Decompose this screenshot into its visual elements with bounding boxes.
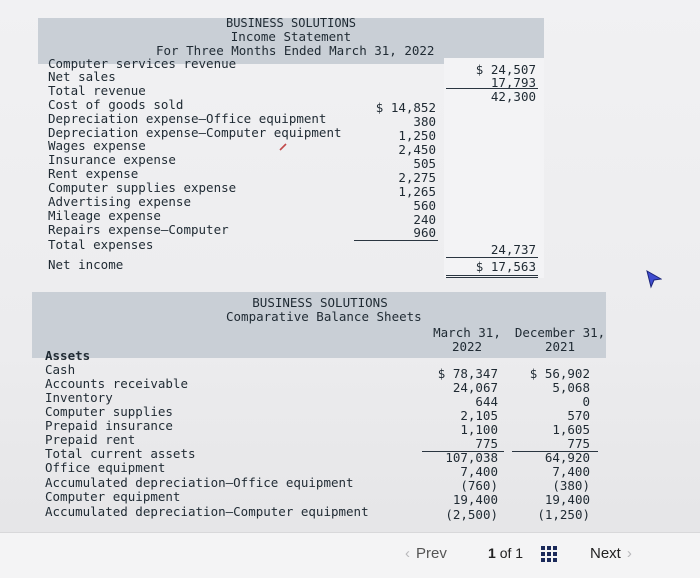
income-period: For Three Months Ended March 31, 2022: [156, 43, 435, 58]
balance-row-label: Total current assets: [45, 446, 196, 461]
balance-col2-heading: December 31,: [514, 325, 606, 340]
balance-col2-year: 2021: [544, 339, 576, 354]
income-row-total: $ 17,563: [475, 259, 536, 274]
pencil-mark-icon: [279, 143, 287, 151]
net-income-double-rule: [446, 275, 538, 278]
balance-row-label: Accumulated depreciation–Computer equipment: [45, 504, 369, 519]
expenses-subtotal-rule: [354, 240, 438, 241]
balance-row-march: (2,500): [445, 507, 498, 522]
balance-row-march: (760): [460, 478, 498, 493]
income-row-label: Mileage expense: [48, 208, 161, 223]
income-row-label: Repairs expense–Computer: [48, 222, 229, 237]
income-row-label: Depreciation expense–Office equipment: [48, 111, 327, 126]
income-row-amount: 2,275: [398, 170, 436, 185]
page-counter: [488, 545, 523, 561]
balance-row-march: 1,100: [460, 422, 498, 437]
income-row-amount: 1,250: [398, 128, 436, 143]
income-row-label: Cost of goods sold: [48, 97, 184, 112]
balance-row-december: 5,068: [552, 380, 590, 395]
balance-row-label: Accounts receivable: [45, 376, 188, 391]
current-assets-rule-december: [512, 451, 598, 452]
balance-row-december: (1,250): [537, 507, 590, 522]
income-row-label: Total expenses: [48, 237, 154, 252]
income-row-label: Net sales: [48, 69, 116, 84]
balance-row-december: 1,605: [552, 422, 590, 437]
balance-row-december: 19,400: [544, 492, 590, 507]
income-row-label: Rent expense: [48, 166, 139, 181]
balance-row-label: Cash: [45, 362, 76, 377]
of-label: of: [499, 545, 512, 561]
balance-row-march: 24,067: [452, 380, 498, 395]
total-revenue-rule: [446, 88, 538, 89]
balance-row-december: (380): [552, 478, 590, 493]
total-pages: 1: [515, 545, 524, 561]
income-row-amount: 560: [413, 198, 436, 213]
balance-row-label: Inventory: [45, 390, 113, 405]
income-row-label: Computer services revenue: [48, 56, 237, 71]
income-row-label: Insurance expense: [48, 152, 176, 167]
balance-row-march: 2,105: [460, 408, 498, 423]
grid-view-icon[interactable]: [540, 545, 560, 565]
mouse-cursor-icon: [646, 270, 662, 290]
current-assets-rule-march: [422, 451, 504, 452]
balance-row-march: 644: [475, 394, 498, 409]
pager-bar: [0, 532, 700, 578]
next-label: Next: [590, 545, 621, 562]
balance-row-label: Accumulated depreciation–Office equipment: [45, 475, 354, 490]
balance-row-december: $ 56,902: [529, 366, 590, 381]
income-row-label: Computer supplies expense: [48, 180, 237, 195]
current-page: 1: [488, 545, 496, 561]
income-row-amount: 240: [413, 212, 436, 227]
income-row-label: Depreciation expense–Computer equipment: [48, 125, 342, 140]
balance-col1-heading: March 31,: [433, 325, 501, 340]
next-button[interactable]: [590, 545, 632, 562]
balance-row-december: 0: [582, 394, 590, 409]
income-row-label: Advertising expense: [48, 194, 191, 209]
income-statement-title: Income Statement: [230, 29, 352, 44]
balance-row-march: 107,038: [445, 450, 498, 465]
balance-company-name: BUSINESS SOLUTIONS: [252, 295, 388, 310]
balance-row-march: 19,400: [452, 492, 498, 507]
income-row-label: Net income: [48, 257, 124, 272]
prev-label: Prev: [416, 545, 447, 562]
income-row-total: 17,793: [490, 75, 536, 90]
income-row-label: Total revenue: [48, 83, 146, 98]
balance-row-december: 570: [567, 408, 590, 423]
chevron-left-icon: ‹: [405, 545, 410, 562]
balance-row-december: 64,920: [544, 450, 590, 465]
income-row-amount: 1,265: [398, 184, 436, 199]
income-row-amount: 380: [413, 114, 436, 129]
income-row-amount: $ 14,852: [375, 100, 436, 115]
income-row-total: 42,300: [490, 89, 536, 104]
balance-row-march: $ 78,347: [437, 366, 498, 381]
balance-col1-year: 2022: [451, 339, 483, 354]
balance-row-december: 7,400: [552, 464, 590, 479]
chevron-right-icon: ›: [626, 545, 632, 562]
balance-row-december: 775: [567, 436, 590, 451]
income-row-total: $ 24,507: [475, 62, 536, 77]
net-income-rule: [446, 257, 538, 258]
prev-button[interactable]: [405, 545, 447, 562]
income-row-amount: 505: [413, 156, 436, 171]
balance-row-label: Office equipment: [45, 460, 166, 475]
assets-heading: Assets: [45, 348, 91, 363]
balance-row-label: Computer supplies: [45, 404, 173, 419]
balance-row-march: 775: [475, 436, 498, 451]
balance-row-label: Computer equipment: [45, 489, 181, 504]
income-row-amount: 960: [413, 225, 436, 240]
income-row-amount: 2,450: [398, 142, 436, 157]
balance-statement-title: Comparative Balance Sheets: [226, 309, 422, 324]
income-company-name: BUSINESS SOLUTIONS: [225, 16, 357, 30]
balance-row-label: Prepaid insurance: [45, 418, 173, 433]
income-row-total: 24,737: [490, 242, 536, 257]
balance-row-label: Prepaid rent: [45, 432, 136, 447]
income-row-label: Wages expense: [48, 138, 146, 153]
balance-row-march: 7,400: [460, 464, 498, 479]
